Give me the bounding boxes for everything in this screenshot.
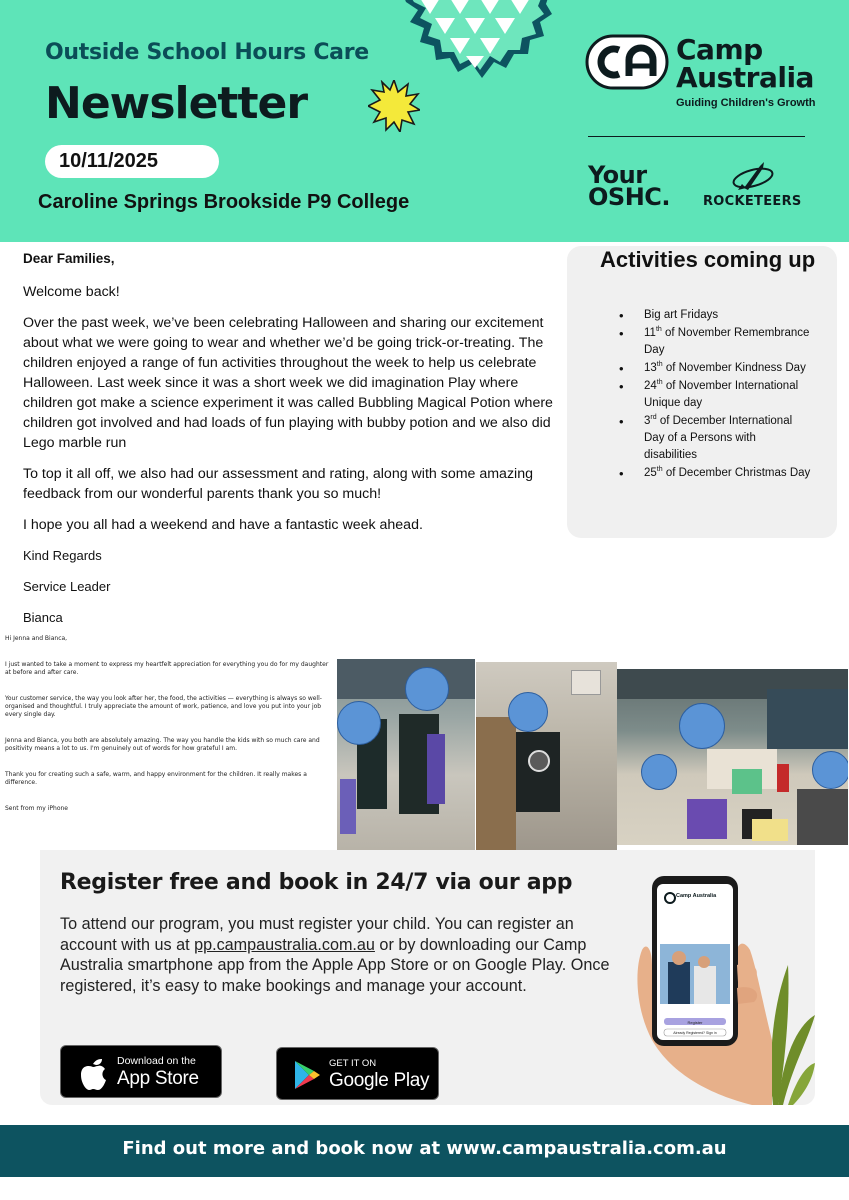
camp-australia-logo-icon bbox=[585, 34, 669, 90]
face-blur bbox=[679, 703, 725, 749]
face-blur bbox=[641, 754, 677, 790]
footer-text[interactable]: Find out more and book now at www.campaustralia.com.au bbox=[122, 1138, 727, 1159]
newsletter-header bbox=[0, 0, 849, 242]
photo-craft-table bbox=[617, 669, 848, 845]
activities-panel bbox=[567, 246, 837, 538]
letter-paragraph-1: Over the past week, we’ve been celebrating Halloween and sharing our excitement about what we were going to wear and whether we’d be going trick-or-treating. The children enjoyed a range of fun activities throughout the week to help us celebrate Halloween. Last week since it was a short week we did imagination Play where children got make a science experiment it was called Bubbling Magical Potion where children got involved and had loads of fun playing with bubby potion and we also did Lego marble run bbox=[23, 315, 553, 451]
letter-welcome: Welcome back! bbox=[23, 284, 120, 300]
letter-role: Service Leader bbox=[23, 579, 111, 594]
hand-holding-phone bbox=[632, 870, 772, 1105]
face-blur bbox=[508, 692, 548, 732]
parent-email-testimonial bbox=[5, 635, 335, 831]
letter-greeting: Dear Families, bbox=[23, 251, 115, 266]
activities-list bbox=[611, 307, 811, 483]
app-store-button[interactable] bbox=[60, 1045, 222, 1098]
face-blur bbox=[405, 667, 449, 711]
email-paragraph-4: Thank you for creating such a safe, warm, and happy environment for the children. It really makes a difference. bbox=[5, 771, 307, 786]
list-item: • 13th of November Kindness Day bbox=[611, 360, 811, 377]
photo-children-costumes bbox=[337, 659, 475, 853]
welcome-letter bbox=[23, 249, 563, 639]
activities-title: Activities coming up bbox=[600, 247, 816, 272]
phone-login-link: Already Registered? Sign in bbox=[673, 1031, 717, 1035]
letter-paragraph-3: I hope you all had a weekend and have a fantastic week ahead. bbox=[23, 517, 423, 533]
phone-register-button: Register bbox=[687, 1020, 703, 1025]
list-item: • 24th of November International Unique day bbox=[611, 378, 811, 412]
register-title: Register free and book in 24/7 via our app bbox=[60, 870, 573, 895]
register-panel bbox=[40, 850, 815, 1105]
newsletter-title: Newsletter bbox=[45, 78, 308, 129]
your-oshc-logo: Your OSHC. bbox=[588, 161, 671, 211]
list-item: • 11th of November Remembrance Day bbox=[611, 325, 811, 359]
email-paragraph-2: Your customer service, the way you look after her, the food, the activities — everything is always so well-organised and thoughtful. I truly appreciate the amount of work, patience, and love you put into your job every single day. bbox=[5, 695, 322, 718]
app-store-label: App Store bbox=[117, 1068, 199, 1089]
email-paragraph-1: I just wanted to take a moment to express my heartfelt appreciation for everything you do for my daughter at before and after care. bbox=[5, 661, 329, 676]
brand-name: Camp Australia bbox=[676, 33, 814, 94]
email-paragraph-3: Jenna and Bianca, you both are absolutely amazing. The way you handle the kids with so much care and positivity means a lot to us. I'm genuinely out of words for how grateful I am. bbox=[5, 737, 320, 752]
google-play-small-label: GET IT ON bbox=[329, 1058, 377, 1069]
photo-child-indoors bbox=[476, 662, 617, 853]
brand-tagline: Guiding Children's Growth bbox=[676, 97, 816, 109]
app-store-small-label: Download on the bbox=[117, 1055, 196, 1067]
google-play-icon bbox=[293, 1059, 321, 1091]
letter-paragraph-2: To top it all off, we also had our assessment and rating, along with some amazing feedback from our wonderful parents thank you so much! bbox=[23, 466, 533, 502]
list-item: • 3rd of December International Day of a Persons with disabilities bbox=[611, 413, 811, 464]
list-item: • Big art Fridays bbox=[611, 307, 811, 324]
header-divider bbox=[588, 136, 805, 137]
face-blur bbox=[337, 701, 381, 745]
rocketeers-logo: ROCKETEERS bbox=[703, 194, 802, 209]
starburst-icon bbox=[400, 0, 552, 82]
phone-brand: Camp Australia bbox=[676, 893, 717, 899]
newsletter-subtitle: Outside School Hours Care bbox=[45, 40, 369, 65]
register-body: To attend our program, you must register your child. You can register an account with us at pp.campaustralia.com.au or by downloading our Camp Australia smartphone app from the Apple App Store or on Google Play. Once registered, it’s easy to make bookings and manage your account. bbox=[60, 915, 610, 995]
face-blur bbox=[812, 751, 848, 789]
list-item: • 25th of December Christmas Day bbox=[611, 465, 811, 482]
email-salutation: Hi Jenna and Bianca, bbox=[5, 635, 68, 642]
rocket-icon bbox=[730, 160, 776, 192]
google-play-label: Google Play bbox=[329, 1070, 430, 1091]
apple-icon bbox=[77, 1055, 109, 1091]
register-link[interactable]: pp.campaustralia.com.au bbox=[194, 935, 375, 954]
google-play-button[interactable] bbox=[276, 1047, 439, 1100]
letter-signature: Bianca bbox=[23, 610, 63, 625]
newsletter-date: 10/11/2025 bbox=[45, 145, 219, 178]
footer-banner bbox=[0, 1125, 849, 1177]
letter-closing: Kind Regards bbox=[23, 548, 102, 563]
email-signoff: Sent from my iPhone bbox=[5, 805, 68, 812]
sun-burst-icon bbox=[368, 80, 420, 132]
school-name: Caroline Springs Brookside P9 College bbox=[38, 191, 410, 213]
